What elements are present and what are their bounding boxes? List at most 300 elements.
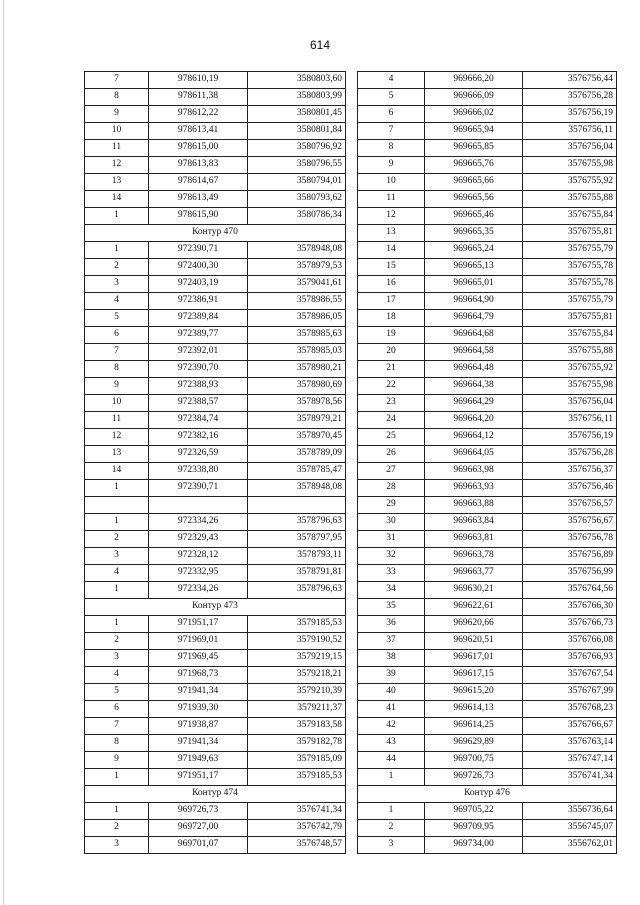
table-row <box>85 276 346 293</box>
y-coordinate-cell: 3578789,09 <box>248 446 346 463</box>
x-coordinate-cell: 972392,01 <box>149 344 248 361</box>
x-coordinate-cell: 971941,34 <box>149 735 248 752</box>
table-row <box>358 531 617 548</box>
point-number-cell: 3 <box>85 548 149 565</box>
table-row <box>85 803 346 820</box>
table-row <box>85 548 346 565</box>
y-coordinate-cell: 3579219,15 <box>248 650 346 667</box>
point-number-cell: 1 <box>358 803 425 820</box>
x-coordinate-cell: 969727,00 <box>149 820 248 837</box>
y-coordinate-cell: 3579041,61 <box>248 276 346 293</box>
x-coordinate-cell: 969665,56 <box>425 191 523 208</box>
table-row <box>85 837 346 854</box>
y-coordinate-cell: 3576756,37 <box>523 463 617 480</box>
x-coordinate-cell: 972390,71 <box>149 480 248 497</box>
y-coordinate-cell: 3579218,21 <box>248 667 346 684</box>
y-coordinate-cell: 3576748,57 <box>248 837 346 854</box>
table-row <box>85 735 346 752</box>
table-row <box>85 497 346 514</box>
x-coordinate-cell: 969664,79 <box>425 310 523 327</box>
y-coordinate-cell: 3578796,63 <box>248 582 346 599</box>
y-coordinate-cell: 3576766,30 <box>523 599 617 616</box>
table-row <box>358 769 617 786</box>
y-coordinate-cell: 3576767,99 <box>523 684 617 701</box>
y-coordinate-cell: 3579185,53 <box>248 769 346 786</box>
contour-header-row <box>85 225 346 242</box>
point-number-cell: 40 <box>358 684 425 701</box>
x-coordinate-cell: 972382,16 <box>149 429 248 446</box>
table-row <box>358 752 617 769</box>
table-row <box>85 344 346 361</box>
point-number-cell: 22 <box>358 378 425 395</box>
point-number-cell: 2 <box>85 259 149 276</box>
x-coordinate-cell: 969617,15 <box>425 667 523 684</box>
y-coordinate-cell: 3576756,67 <box>523 514 617 531</box>
table-row <box>85 463 346 480</box>
x-coordinate-cell: 972388,93 <box>149 378 248 395</box>
table-row <box>85 140 346 157</box>
y-coordinate-cell: 3576756,46 <box>523 480 617 497</box>
point-number-cell: 1 <box>85 582 149 599</box>
y-coordinate-cell: 3576755,79 <box>523 293 617 310</box>
table-row <box>358 327 617 344</box>
point-number-cell: 9 <box>85 378 149 395</box>
x-coordinate-cell: 972338,80 <box>149 463 248 480</box>
contour-header: Контур 473 <box>85 599 346 616</box>
y-coordinate-cell: 3578986,05 <box>248 310 346 327</box>
y-coordinate-cell: 3576755,92 <box>523 361 617 378</box>
point-number-cell: 1 <box>358 769 425 786</box>
point-number-cell: 1 <box>85 769 149 786</box>
table-row <box>85 310 346 327</box>
y-coordinate-cell: 3576755,78 <box>523 276 617 293</box>
table-row <box>358 565 617 582</box>
table-row <box>358 633 617 650</box>
table-row <box>85 208 346 225</box>
point-number-cell: 35 <box>358 599 425 616</box>
table-row <box>85 429 346 446</box>
x-coordinate-cell <box>149 497 248 514</box>
table-row <box>358 650 617 667</box>
table-row <box>358 310 617 327</box>
x-coordinate-cell: 969663,88 <box>425 497 523 514</box>
table-row <box>358 157 617 174</box>
x-coordinate-cell: 978610,19 <box>149 72 248 89</box>
x-coordinate-cell: 971938,87 <box>149 718 248 735</box>
table-row <box>85 89 346 106</box>
point-number-cell: 34 <box>358 582 425 599</box>
y-coordinate-cell: 3576756,44 <box>523 72 617 89</box>
point-number-cell: 8 <box>85 361 149 378</box>
point-number-cell: 1 <box>85 208 149 225</box>
point-number-cell: 31 <box>358 531 425 548</box>
x-coordinate-cell: 972388,57 <box>149 395 248 412</box>
point-number-cell: 7 <box>358 123 425 140</box>
x-coordinate-cell: 969664,38 <box>425 378 523 395</box>
point-number-cell: 6 <box>85 327 149 344</box>
contour-header-row <box>358 786 617 803</box>
y-coordinate-cell: 3578791,81 <box>248 565 346 582</box>
point-number-cell: 1 <box>85 514 149 531</box>
y-coordinate-cell: 3578796,63 <box>248 514 346 531</box>
y-coordinate-cell: 3576756,28 <box>523 446 617 463</box>
point-number-cell: 12 <box>85 157 149 174</box>
x-coordinate-cell: 969666,20 <box>425 72 523 89</box>
x-coordinate-cell: 972389,77 <box>149 327 248 344</box>
y-coordinate-cell: 3576755,84 <box>523 327 617 344</box>
table-row <box>358 89 617 106</box>
y-coordinate-cell: 3578979,21 <box>248 412 346 429</box>
table-row <box>85 616 346 633</box>
table-row <box>85 191 346 208</box>
x-coordinate-cell: 969701,07 <box>149 837 248 854</box>
point-number-cell: 4 <box>85 565 149 582</box>
point-number-cell: 5 <box>85 684 149 701</box>
table-row <box>358 191 617 208</box>
y-coordinate-cell: 3576766,08 <box>523 633 617 650</box>
x-coordinate-cell: 969709,95 <box>425 820 523 837</box>
table-row <box>358 208 617 225</box>
point-number-cell: 2 <box>85 531 149 548</box>
point-number-cell: 28 <box>358 480 425 497</box>
point-number-cell: 14 <box>85 191 149 208</box>
x-coordinate-cell: 969663,84 <box>425 514 523 531</box>
contour-header: Контур 476 <box>358 786 617 803</box>
y-coordinate-cell: 3576742,79 <box>248 820 346 837</box>
point-number-cell: 20 <box>358 344 425 361</box>
table-row <box>85 259 346 276</box>
y-coordinate-cell: 3576766,93 <box>523 650 617 667</box>
y-coordinate-cell: 3580801,84 <box>248 123 346 140</box>
table-row <box>85 650 346 667</box>
point-number-cell: 23 <box>358 395 425 412</box>
table-row <box>85 412 346 429</box>
table-row <box>85 752 346 769</box>
y-coordinate-cell: 3576756,99 <box>523 565 617 582</box>
point-number-cell: 3 <box>358 837 425 854</box>
point-number-cell: 5 <box>85 310 149 327</box>
y-coordinate-cell: 3576741,34 <box>523 769 617 786</box>
point-number-cell: 41 <box>358 701 425 718</box>
y-coordinate-cell: 3576756,04 <box>523 395 617 412</box>
x-coordinate-cell: 971939,30 <box>149 701 248 718</box>
y-coordinate-cell: 3578985,03 <box>248 344 346 361</box>
y-coordinate-cell: 3576755,79 <box>523 242 617 259</box>
y-coordinate-cell: 3576755,81 <box>523 225 617 242</box>
x-coordinate-cell: 969663,78 <box>425 548 523 565</box>
y-coordinate-cell: 3580803,60 <box>248 72 346 89</box>
point-number-cell: 38 <box>358 650 425 667</box>
x-coordinate-cell: 969664,90 <box>425 293 523 310</box>
point-number-cell: 30 <box>358 514 425 531</box>
y-coordinate-cell: 3576755,78 <box>523 259 617 276</box>
point-number-cell: 12 <box>85 429 149 446</box>
point-number-cell: 36 <box>358 616 425 633</box>
table-row <box>358 446 617 463</box>
y-coordinate-cell: 3580794,01 <box>248 174 346 191</box>
point-number-cell: 19 <box>358 327 425 344</box>
y-coordinate-cell: 3579182,78 <box>248 735 346 752</box>
y-coordinate-cell: 3578948,08 <box>248 480 346 497</box>
point-number-cell: 8 <box>358 140 425 157</box>
point-number-cell: 2 <box>85 633 149 650</box>
x-coordinate-cell: 978612,22 <box>149 106 248 123</box>
y-coordinate-cell: 3576756,89 <box>523 548 617 565</box>
point-number-cell: 15 <box>358 259 425 276</box>
point-number-cell: 7 <box>85 344 149 361</box>
point-number-cell: 12 <box>358 208 425 225</box>
point-number-cell: 17 <box>358 293 425 310</box>
y-coordinate-cell: 3578793,11 <box>248 548 346 565</box>
point-number-cell: 6 <box>358 106 425 123</box>
x-coordinate-cell: 969665,94 <box>425 123 523 140</box>
y-coordinate-cell: 3576756,11 <box>523 123 617 140</box>
x-coordinate-cell: 969630,21 <box>425 582 523 599</box>
x-coordinate-cell: 969665,66 <box>425 174 523 191</box>
point-number-cell: 10 <box>358 174 425 191</box>
table-row <box>358 344 617 361</box>
y-coordinate-cell: 3578979,53 <box>248 259 346 276</box>
y-coordinate-cell <box>248 497 346 514</box>
x-coordinate-cell: 969665,46 <box>425 208 523 225</box>
y-coordinate-cell: 3576755,92 <box>523 174 617 191</box>
x-coordinate-cell: 969614,13 <box>425 701 523 718</box>
table-row <box>85 701 346 718</box>
point-number-cell: 1 <box>85 803 149 820</box>
x-coordinate-cell: 969705,22 <box>425 803 523 820</box>
point-number-cell: 39 <box>358 667 425 684</box>
x-coordinate-cell: 969620,51 <box>425 633 523 650</box>
point-number-cell: 10 <box>85 123 149 140</box>
point-number-cell: 44 <box>358 752 425 769</box>
x-coordinate-cell: 972386,91 <box>149 293 248 310</box>
x-coordinate-cell: 969664,12 <box>425 429 523 446</box>
table-row <box>358 174 617 191</box>
table-row <box>85 667 346 684</box>
point-number-cell: 8 <box>85 89 149 106</box>
table-row <box>358 242 617 259</box>
table-row <box>85 293 346 310</box>
table-row <box>358 395 617 412</box>
point-number-cell: 5 <box>358 89 425 106</box>
x-coordinate-cell: 978611,38 <box>149 89 248 106</box>
x-coordinate-cell: 969663,81 <box>425 531 523 548</box>
x-coordinate-cell: 969726,73 <box>149 803 248 820</box>
x-coordinate-cell: 971969,45 <box>149 650 248 667</box>
point-number-cell: 1 <box>85 480 149 497</box>
table-row <box>358 225 617 242</box>
point-number-cell: 13 <box>358 225 425 242</box>
point-number-cell: 2 <box>358 820 425 837</box>
point-number-cell: 26 <box>358 446 425 463</box>
table-row <box>358 72 617 89</box>
y-coordinate-cell: 3576755,88 <box>523 344 617 361</box>
point-number-cell: 16 <box>358 276 425 293</box>
table-row <box>358 548 617 565</box>
table-row <box>85 106 346 123</box>
y-coordinate-cell: 3579210,39 <box>248 684 346 701</box>
x-coordinate-cell: 969666,02 <box>425 106 523 123</box>
table-row <box>358 599 617 616</box>
point-number-cell: 9 <box>85 752 149 769</box>
y-coordinate-cell: 3556745,07 <box>523 820 617 837</box>
y-coordinate-cell: 3576756,19 <box>523 429 617 446</box>
y-coordinate-cell: 3576756,19 <box>523 106 617 123</box>
table-row <box>358 293 617 310</box>
y-coordinate-cell: 3576768,23 <box>523 701 617 718</box>
x-coordinate-cell: 972403,19 <box>149 276 248 293</box>
y-coordinate-cell: 3578948,08 <box>248 242 346 259</box>
point-number-cell: 6 <box>85 701 149 718</box>
x-coordinate-cell: 969614,25 <box>425 718 523 735</box>
x-coordinate-cell: 969617,01 <box>425 650 523 667</box>
table-row <box>358 463 617 480</box>
table-row <box>85 378 346 395</box>
point-number-cell: 42 <box>358 718 425 735</box>
table-row <box>358 667 617 684</box>
contour-header: Контур 470 <box>85 225 346 242</box>
y-coordinate-cell: 3576756,11 <box>523 412 617 429</box>
point-number-cell: 13 <box>85 446 149 463</box>
y-coordinate-cell: 3578980,69 <box>248 378 346 395</box>
table-row <box>358 582 617 599</box>
point-number-cell: 1 <box>85 242 149 259</box>
point-number-cell: 21 <box>358 361 425 378</box>
x-coordinate-cell: 969665,35 <box>425 225 523 242</box>
point-number-cell: 14 <box>85 463 149 480</box>
point-number-cell: 1 <box>85 616 149 633</box>
table-row <box>85 769 346 786</box>
y-coordinate-cell: 3576755,98 <box>523 157 617 174</box>
table-row <box>358 259 617 276</box>
x-coordinate-cell: 969665,24 <box>425 242 523 259</box>
x-coordinate-cell: 969666,09 <box>425 89 523 106</box>
x-coordinate-cell: 971949,63 <box>149 752 248 769</box>
y-coordinate-cell: 3576763,14 <box>523 735 617 752</box>
y-coordinate-cell: 3576747,14 <box>523 752 617 769</box>
y-coordinate-cell: 3578797,95 <box>248 531 346 548</box>
x-coordinate-cell: 969664,29 <box>425 395 523 412</box>
y-coordinate-cell: 3576755,88 <box>523 191 617 208</box>
table-row <box>358 803 617 820</box>
y-coordinate-cell: 3578986,55 <box>248 293 346 310</box>
y-coordinate-cell: 3580801,45 <box>248 106 346 123</box>
table-row <box>358 123 617 140</box>
coordinates-table-right <box>357 71 617 854</box>
point-number-cell: 4 <box>85 293 149 310</box>
table-row <box>85 684 346 701</box>
x-coordinate-cell: 971941,34 <box>149 684 248 701</box>
x-coordinate-cell: 969664,05 <box>425 446 523 463</box>
y-coordinate-cell: 3576741,34 <box>248 803 346 820</box>
table-row <box>358 684 617 701</box>
table-row <box>85 123 346 140</box>
x-coordinate-cell: 969664,68 <box>425 327 523 344</box>
y-coordinate-cell: 3556762,01 <box>523 837 617 854</box>
point-number-cell: 25 <box>358 429 425 446</box>
x-coordinate-cell: 969615,20 <box>425 684 523 701</box>
table-row <box>358 378 617 395</box>
table-row <box>358 361 617 378</box>
table-row <box>358 701 617 718</box>
table-row <box>358 140 617 157</box>
y-coordinate-cell: 3576767,54 <box>523 667 617 684</box>
page-edge-line <box>3 0 4 905</box>
table-row <box>85 582 346 599</box>
y-coordinate-cell: 3578980,21 <box>248 361 346 378</box>
table-row <box>85 633 346 650</box>
x-coordinate-cell: 972390,70 <box>149 361 248 378</box>
y-coordinate-cell: 3580796,92 <box>248 140 346 157</box>
contour-header-row <box>85 786 346 803</box>
point-number-cell: 7 <box>85 72 149 89</box>
x-coordinate-cell: 978613,49 <box>149 191 248 208</box>
x-coordinate-cell: 972384,74 <box>149 412 248 429</box>
x-coordinate-cell: 972334,26 <box>149 582 248 599</box>
x-coordinate-cell: 972326,59 <box>149 446 248 463</box>
x-coordinate-cell: 969664,48 <box>425 361 523 378</box>
table-row <box>85 157 346 174</box>
page-number: 614 <box>309 38 331 52</box>
table-row <box>358 497 617 514</box>
x-coordinate-cell: 972390,71 <box>149 242 248 259</box>
point-number-cell: 29 <box>358 497 425 514</box>
contour-header-row <box>85 599 346 616</box>
x-coordinate-cell: 969664,58 <box>425 344 523 361</box>
x-coordinate-cell: 969700,75 <box>425 752 523 769</box>
table-row <box>85 327 346 344</box>
table-row <box>358 480 617 497</box>
point-number-cell: 3 <box>85 837 149 854</box>
point-number-cell: 37 <box>358 633 425 650</box>
x-coordinate-cell: 972400,30 <box>149 259 248 276</box>
table-row <box>85 514 346 531</box>
point-number-cell: 14 <box>358 242 425 259</box>
table-row <box>85 531 346 548</box>
point-number-cell: 9 <box>358 157 425 174</box>
table-row <box>85 361 346 378</box>
y-coordinate-cell: 3576756,28 <box>523 89 617 106</box>
point-number-cell: 4 <box>85 667 149 684</box>
x-coordinate-cell: 969726,73 <box>425 769 523 786</box>
x-coordinate-cell: 969620,66 <box>425 616 523 633</box>
table-row <box>85 242 346 259</box>
y-coordinate-cell: 3578985,63 <box>248 327 346 344</box>
point-number-cell: 18 <box>358 310 425 327</box>
x-coordinate-cell: 971968,73 <box>149 667 248 684</box>
x-coordinate-cell: 971969,01 <box>149 633 248 650</box>
y-coordinate-cell: 3579190,52 <box>248 633 346 650</box>
x-coordinate-cell: 969665,13 <box>425 259 523 276</box>
point-number-cell: 11 <box>85 412 149 429</box>
y-coordinate-cell: 3580786,34 <box>248 208 346 225</box>
table-row <box>358 837 617 854</box>
point-number-cell: 10 <box>85 395 149 412</box>
point-number-cell: 2 <box>85 820 149 837</box>
x-coordinate-cell: 978615,90 <box>149 208 248 225</box>
x-coordinate-cell: 969629,89 <box>425 735 523 752</box>
point-number-cell: 24 <box>358 412 425 429</box>
y-coordinate-cell: 3576764,56 <box>523 582 617 599</box>
point-number-cell: 11 <box>85 140 149 157</box>
x-coordinate-cell: 969622,61 <box>425 599 523 616</box>
x-coordinate-cell: 971951,17 <box>149 616 248 633</box>
table-row <box>358 514 617 531</box>
x-coordinate-cell: 971951,17 <box>149 769 248 786</box>
table-row <box>85 72 346 89</box>
y-coordinate-cell: 3580796,55 <box>248 157 346 174</box>
table-row <box>358 412 617 429</box>
